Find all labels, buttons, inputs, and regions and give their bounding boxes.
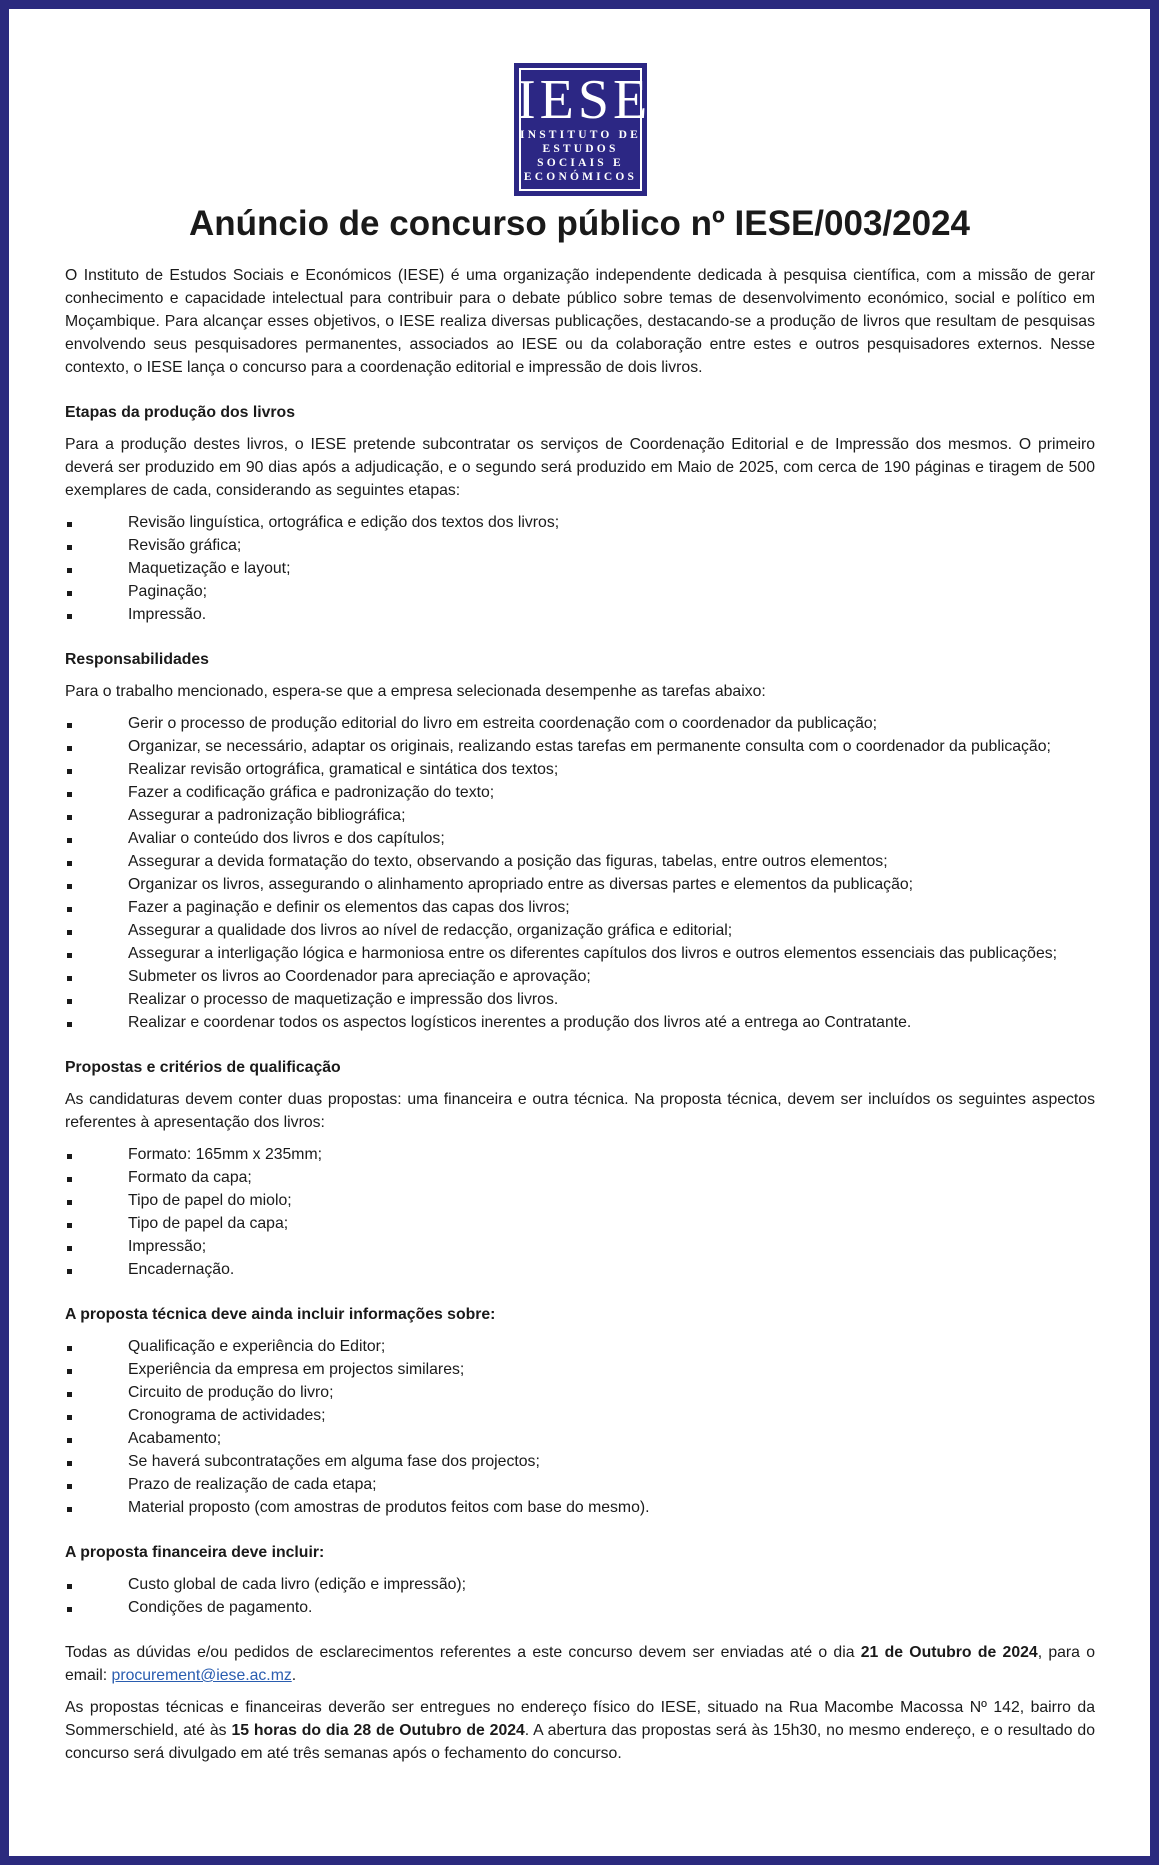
tecnica-list: [65, 1335, 1095, 1519]
list-item: Fazer a codificação gráfica e padronização do texto;: [65, 781, 1078, 804]
entrega-paragraph: As propostas técnicas e financeiras deverão ser entregues no endereço físico do IESE, situado na Rua Macombe Macossa Nº 142, bairro da Sommerschield, até às 15 horas do dia 28 de Outubro de 2024. A abertura das propostas será às 15h30, no mesmo endereço, e o resultado do concurso será divulgado em até três semanas após o fechamento do concurso.: [65, 1699, 1095, 1762]
announcement-body: [65, 264, 1095, 1774]
list-item: Formato da capa;: [65, 1166, 1078, 1189]
list-item: Impressão;: [65, 1235, 1078, 1258]
responsabilidades-list: [65, 712, 1095, 1034]
responsabilidades-paragraph: Para o trabalho mencionado, espera-se que a empresa selecionada desempenhe as tarefas abaixo:: [65, 683, 766, 700]
list-item: Paginação;: [65, 580, 1078, 603]
list-item: Assegurar a padronização bibliográfica;: [65, 804, 1078, 827]
list-item: Circuito de produção do livro;: [65, 1381, 1078, 1404]
section-heading-financeira: A proposta financeira deve incluir:: [65, 1544, 325, 1561]
logo-line: ESTUDOS: [542, 143, 619, 155]
list-item: Acabamento;: [65, 1427, 1078, 1450]
list-item: Tipo de papel da capa;: [65, 1212, 1078, 1235]
list-item: Realizar e coordenar todos os aspectos logísticos inerentes a produção dos livros até a entrega ao Contratante.: [65, 1011, 1078, 1034]
list-item: Assegurar a devida formatação do texto, observando a posição das figuras, tabelas, entre outros elementos;: [65, 850, 1078, 873]
list-item: Cronograma de actividades;: [65, 1404, 1078, 1427]
section-heading-propostas: Propostas e critérios de qualificação: [65, 1059, 341, 1076]
list-item: Assegurar a qualidade dos livros ao nível de redacção, organização gráfica e editorial;: [65, 919, 1078, 942]
list-item: Tipo de papel do miolo;: [65, 1189, 1078, 1212]
list-item: Condições de pagamento.: [65, 1596, 1078, 1619]
intro-paragraph: O Instituto de Estudos Sociais e Económicos (IESE) é uma organização independente dedicada à pesquisa científica, com a missão de gerar conhecimento e capacidade intelectual para contribuir para o debate público sobre temas de desenvolvimento económico, social e político em Moçambique. Para alcançar esses objetivos, o IESE realiza diversas publicações, destacando-se a produção de livros que resultam de pesquisas envolvendo seus pesquisadores permanentes, associados ao IESE ou da colaboração entre estes e outros pesquisadores externos. Nesse contexto, o IESE lança o concurso para a coordenação editorial e impressão de dois livros.: [65, 267, 1095, 376]
list-item: Fazer a paginação e definir os elementos das capas dos livros;: [65, 896, 1078, 919]
propostas-list: [65, 1143, 1095, 1281]
logo-line: SOCIAIS E: [537, 157, 624, 169]
list-item: Experiência da empresa em projectos similares;: [65, 1358, 1078, 1381]
list-item: Prazo de realização de cada etapa;: [65, 1473, 1078, 1496]
list-item: Revisão linguística, ortográfica e edição dos textos dos livros;: [65, 511, 1078, 534]
etapas-list: [65, 511, 1095, 626]
list-item: Se haverá subcontratações em alguma fase dos projectos;: [65, 1450, 1078, 1473]
list-item: Impressão.: [65, 603, 1078, 626]
list-item: Formato: 165mm x 235mm;: [65, 1143, 1078, 1166]
list-item: Organizar, se necessário, adaptar os originais, realizando estas tarefas em permanente consulta com o coordenador da publicação;: [65, 735, 1078, 758]
list-item: Qualificação e experiência do Editor;: [65, 1335, 1078, 1358]
section-heading-responsabilidades: Responsabilidades: [65, 651, 209, 668]
section-heading-etapas: Etapas da produção dos livros: [65, 404, 295, 421]
list-item: Avaliar o conteúdo dos livros e dos capítulos;: [65, 827, 1078, 850]
list-item: Assegurar a interligação lógica e harmoniosa entre os diferentes capítulos dos livros e outros elementos essenciais das publicações;: [65, 942, 1078, 965]
iese-logo: [514, 63, 652, 196]
list-item: Submeter os livros ao Coordenador para apreciação e aprovação;: [65, 965, 1078, 988]
list-item: Realizar revisão ortográfica, gramatical e sintática dos textos;: [65, 758, 1078, 781]
entrega-deadline: 15 horas do dia 28 de Outubro de 2024: [231, 1722, 525, 1739]
list-item: Gerir o processo de produção editorial do livro em estreita coordenação com o coordenador da publicação;: [65, 712, 1078, 735]
logo-line: INSTITUTO DE: [520, 129, 641, 141]
propostas-paragraph: As candidaturas devem conter duas propostas: uma financeira e outra técnica. Na proposta técnica, devem ser incluídos os seguintes aspectos referentes à apresentação dos livros:: [65, 1091, 1095, 1131]
logo-mark: IESE: [517, 69, 652, 131]
section-heading-tecnica: A proposta técnica deve ainda incluir informações sobre:: [65, 1306, 496, 1323]
list-item: Custo global de cada livro (edição e impressão);: [65, 1573, 1078, 1596]
list-item: Material proposto (com amostras de produtos feitos com base do mesmo).: [65, 1496, 1078, 1519]
list-item: Maquetização e layout;: [65, 557, 1078, 580]
etapas-paragraph: Para a produção destes livros, o IESE pretende subcontratar os serviços de Coordenação Editorial e de Impressão dos mesmos. O primeiro deverá ser produzido em 90 dias após a adjudicação, e o segundo será produzido em Maio de 2025, com cerca de 190 páginas e tiragem de 500 exemplares de cada, considerando as seguintes etapas:: [65, 436, 1095, 499]
duvidas-date: 21 de Outubro de 2024: [860, 1644, 1038, 1661]
list-item: Organizar os livros, assegurando o alinhamento apropriado entre as diversas partes e elementos da publicação;: [65, 873, 1078, 896]
page-title: Anúncio de concurso público nº IESE/003/2024: [188, 204, 971, 243]
logo-line: ECONÓMICOS: [523, 171, 638, 183]
list-item: Realizar o processo de maquetização e impressão dos livros.: [65, 988, 1078, 1011]
email-link[interactable]: procurement@iese.ac.mz: [111, 1667, 292, 1684]
list-item: Revisão gráfica;: [65, 534, 1078, 557]
list-item: Encadernação.: [65, 1258, 1078, 1281]
financeira-list: [65, 1573, 1095, 1619]
duvidas-paragraph: Todas as dúvidas e/ou pedidos de esclarecimentos referentes a este concurso devem ser enviadas até o dia 21 de Outubro de 2024, para o email: procurement@iese.ac.mz.: [65, 1644, 1095, 1684]
